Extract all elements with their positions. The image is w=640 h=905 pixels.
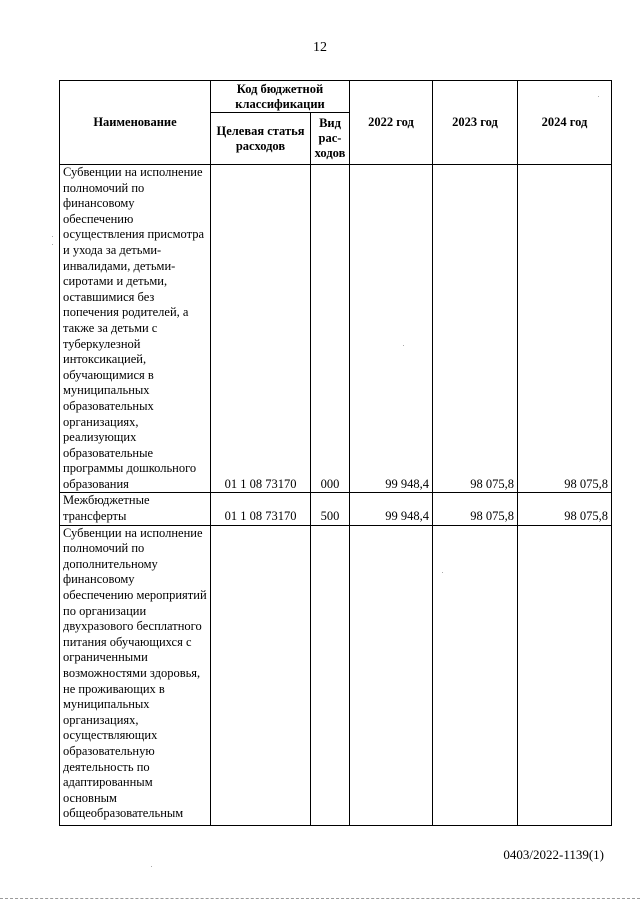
header-name: Наименование: [60, 81, 211, 165]
row-target-item: 01 1 08 73170: [211, 165, 311, 493]
header-target-item: Целевая статья расходов: [211, 113, 311, 165]
budget-table: [59, 80, 612, 826]
header-code-group: Код бюджетной классификации: [211, 81, 350, 113]
header-2022: 2022 год: [350, 81, 433, 165]
row-value-2024: 98 075,8: [518, 493, 612, 525]
header-expense-kind: Вид рас-ходов: [311, 113, 350, 165]
row-target-item: 01 1 08 73170: [211, 493, 311, 525]
row-value-2023: 98 075,8: [433, 493, 518, 525]
row-value-2023: 98 075,8: [433, 165, 518, 493]
row-expense-kind: 000: [311, 165, 350, 493]
table-row: [60, 525, 612, 825]
row-expense-kind: [311, 525, 350, 825]
table-row: [60, 493, 612, 525]
row-target-item: [211, 525, 311, 825]
row-name: Межбюджетные трансферты: [60, 493, 211, 525]
row-value-2024: 98 075,8: [518, 165, 612, 493]
scan-edge-line: [0, 898, 640, 899]
row-value-2022: [350, 525, 433, 825]
row-value-2022: 99 948,4: [350, 493, 433, 525]
row-name: Субвенции на исполнение полномочий по финансовому обеспечению осуществления присмотра и ухода за детьми-инвалидами, детьми-сиротами и детьми, оставшимися без попечения родителей, а также за детьми с туберкулезной интоксикацией, обучающимися в муниципальных образовательных организациях, реализующих образовательные программы дошкольного образования: [60, 165, 211, 493]
row-value-2023: [433, 525, 518, 825]
row-value-2024: [518, 525, 612, 825]
row-expense-kind: 500: [311, 493, 350, 525]
table-row: [60, 165, 612, 493]
row-value-2022: 99 948,4: [350, 165, 433, 493]
header-2024: 2024 год: [518, 81, 612, 165]
header-2023: 2023 год: [433, 81, 518, 165]
document-code: 0403/2022-1139(1): [503, 847, 604, 862]
page-number: 12: [313, 40, 327, 55]
row-name: Субвенции на исполнение полномочий по дополнительному финансовому обеспечению мероприятий по организации двухразового бесплатного питания обучающихся с ограниченными возможностями здоровья, не проживающих в муниципальных организациях, осуществляющих образовательную деятельность по адаптированным основным общеобразовательным: [60, 525, 211, 825]
